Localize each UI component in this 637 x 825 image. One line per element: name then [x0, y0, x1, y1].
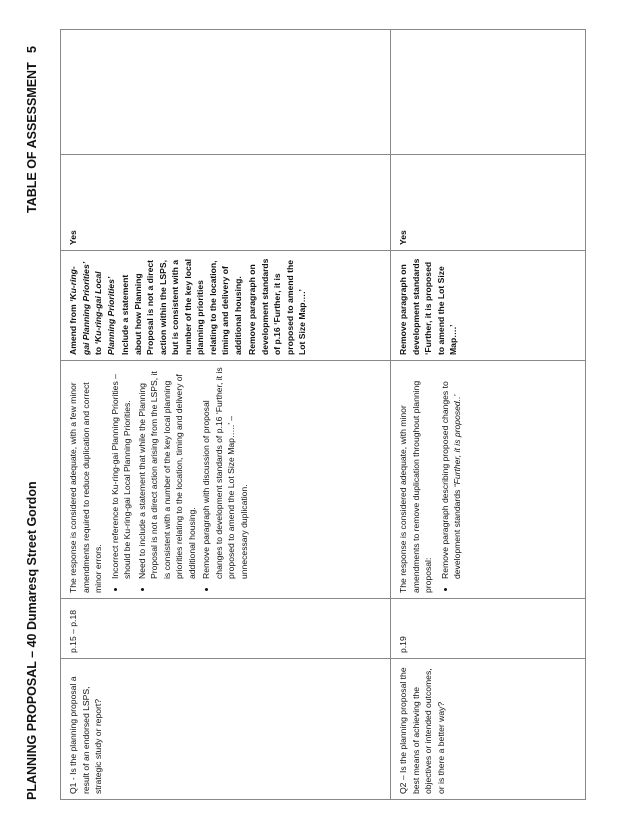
document-title: PLANNING PROPOSAL – 40 Dumaresq Street Gordon — [25, 481, 39, 800]
status-cell — [61, 155, 391, 251]
bullet-italic: “Further, it is proposed..’ — [452, 394, 462, 488]
comment-intro: The response is considered adequate, with minor amendments to remove duplication throughout planning proposal: — [398, 380, 433, 593]
notes-cell — [61, 30, 391, 155]
bullet-text: Remove paragraph describing proposed changes to development standards — [439, 381, 462, 579]
recommendation-cell — [61, 251, 391, 361]
pages-cell — [61, 599, 391, 659]
section-title: TABLE OF ASSESSMENT — [25, 62, 39, 213]
status-cell — [391, 155, 586, 251]
recommendation-para: Include a statement about how Planning Proposal is not a direct action within the LSPS, but is consistent with a number of the key local planning priorities relating to the location, timing and delivery of additional housing. — [120, 259, 243, 355]
rec-text: Amend from — [68, 302, 78, 355]
recommendation-text: Remove paragraph on development standards ‘Further, it is proposed to amend the Lot Size Map….’ — [398, 258, 458, 355]
table-row — [61, 30, 391, 800]
page-number: 5 — [25, 46, 39, 53]
table-row — [391, 30, 586, 800]
comment-list — [109, 366, 251, 593]
recommendation-cell — [391, 251, 586, 361]
notes-cell — [391, 30, 586, 155]
status-value: Yes — [398, 230, 408, 245]
list-item: • Incorrect reference to Ku-ring-gai Planning Priorities – should be Ku-ring-gai Local Planning Priorities. — [109, 366, 134, 579]
list-item — [439, 366, 464, 579]
recommendation-para — [67, 256, 117, 355]
pages-cell — [391, 599, 586, 659]
rec-italic: ‘Ku-ring-gai Planning Priorities’ — [68, 261, 91, 355]
question-text: Q2 – Is the planning proposal the best means of achieving the objectives or intended outcomes, or is there a better way? — [398, 667, 446, 794]
comment-intro: The response is considered adequate, with a few minor amendments required to reduce duplication and correct minor errors. — [68, 382, 103, 593]
page-reference: p.19 — [398, 636, 408, 653]
question-cell — [61, 659, 391, 800]
list-item: • Need to include a statement that while the Planning Proposal is not a direct action arising from the LSPS, it is consistent with a number of the key local planning priorities relating to the location, timing and delivery of additional housing. — [136, 366, 199, 579]
page-reference: p.15 – p.18 — [68, 609, 78, 653]
comment-cell — [391, 361, 586, 599]
recommendation-para: Remove paragraph on development standards of p.16 ‘Further, it is proposed to amend the Lot Size Map….’ — [247, 258, 307, 355]
rec-italic: ‘Ku-ring-gai Local Planning Priorities’ — [93, 271, 116, 355]
comment-list — [439, 366, 464, 593]
status-value: Yes — [68, 230, 78, 245]
rec-text: to — [93, 344, 103, 355]
list-item: • Remove paragraph with discussion of proposal changes to development standards of p.16 ‘Further, it is proposed to amend the Lot Size Map…..’ – unnecessary duplication. — [200, 366, 250, 579]
assessment-table — [60, 29, 586, 800]
question-cell — [391, 659, 586, 800]
question-text: Q1 - Is the planning proposal a result of an endorsed LSPS, strategic study or report? — [68, 676, 103, 794]
comment-cell — [61, 361, 391, 599]
